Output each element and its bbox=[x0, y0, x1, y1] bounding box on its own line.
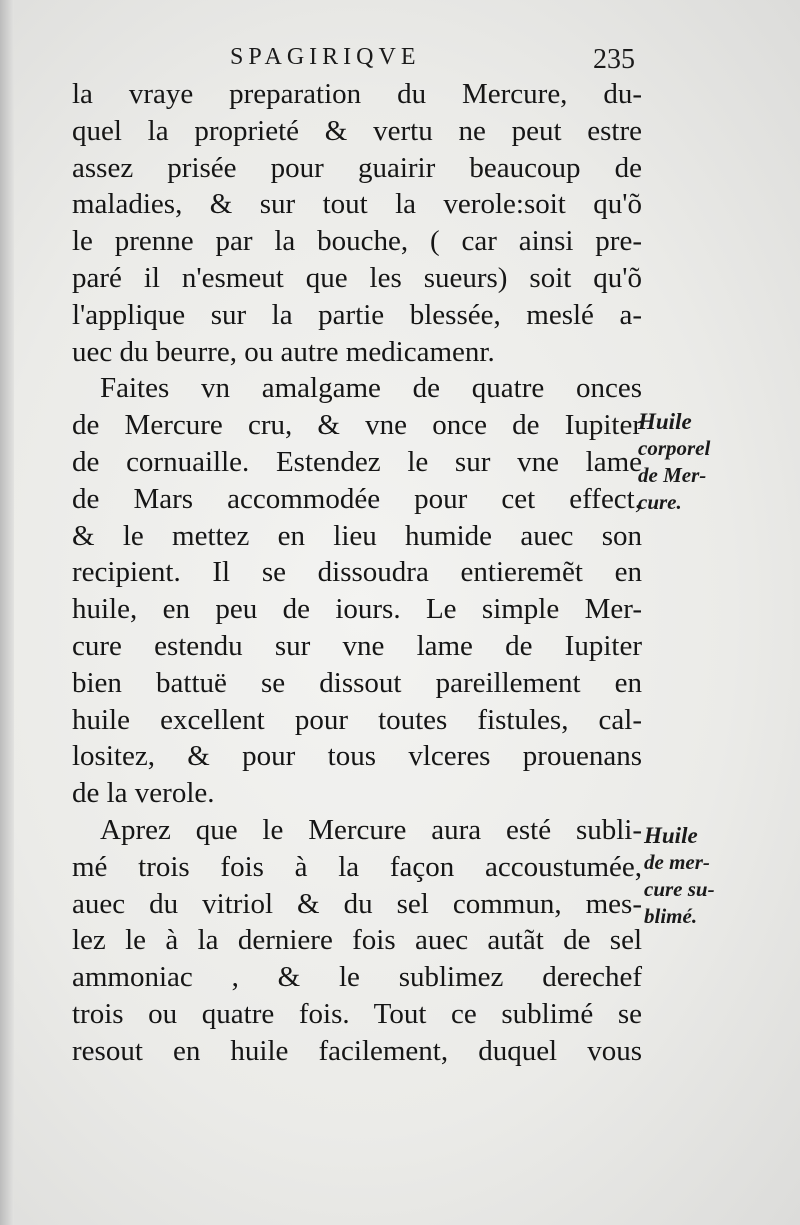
page-number: 235 bbox=[593, 44, 635, 75]
margin-note-line: de Mer- bbox=[638, 463, 707, 487]
margin-note bbox=[644, 822, 715, 930]
margin-note-line: Huile bbox=[644, 823, 698, 848]
text-line: uec du beurre, ou autre medicamenr. bbox=[72, 335, 495, 368]
text-line: Faites vn amalgame de quatre onces bbox=[100, 372, 642, 405]
margin-note-line: de mer- bbox=[644, 850, 710, 874]
margin-note bbox=[638, 408, 710, 516]
text-line: mé trois fois à la façon accoustumée, bbox=[72, 850, 642, 883]
text-line: maladies, & sur tout la verole:soit qu'õ bbox=[72, 188, 642, 221]
text-line: huile excellent pour toutes fistules, cal- bbox=[72, 703, 642, 736]
text-line: trois ou quatre fois. Tout ce sublimé se bbox=[72, 997, 642, 1030]
margin-note-line: corporel bbox=[638, 436, 711, 460]
text-line: auec du vitriol & du sel commun, mes- bbox=[72, 887, 642, 920]
text-line: cure estendu sur vne lame de Iupiter bbox=[72, 629, 642, 662]
text-line: lositez, & pour tous vlceres prouenans bbox=[72, 740, 642, 773]
text-line: recipient. Il se dissoudra entieremẽt en bbox=[72, 556, 642, 589]
text-line: Aprez que le Mercure aura esté subli- bbox=[100, 813, 642, 846]
text-line: bien battuë se dissout pareillement en bbox=[72, 666, 642, 699]
text-line: & le mettez en lieu humide auec son bbox=[72, 519, 642, 552]
margin-note-line: blimé. bbox=[644, 904, 698, 928]
text-line: de Mars accommodée pour cet effect, bbox=[72, 482, 642, 515]
paragraph bbox=[72, 76, 642, 370]
text-line: quel la proprieté & vertu ne peut estre bbox=[72, 114, 642, 147]
text-line: de cornuaille. Estendez le sur vne lame bbox=[72, 445, 642, 478]
text-line: lez le à la derniere fois auec autãt de sel bbox=[72, 924, 642, 957]
text-line: huile, en peu de iours. Le simple Mer- bbox=[72, 593, 642, 626]
text-line: de Mercure cru, & vne once de Iupiter bbox=[72, 409, 642, 442]
text-line: assez prisée pour guairir beaucoup de bbox=[72, 151, 642, 184]
body-text bbox=[72, 76, 642, 1070]
margin-note-line: cure. bbox=[638, 490, 682, 514]
margin-note-line: cure su- bbox=[644, 877, 715, 901]
paragraph bbox=[72, 812, 642, 1070]
paragraph bbox=[72, 370, 642, 812]
page-gutter-shadow bbox=[0, 0, 14, 1225]
text-line: paré il n'esmeut que les sueurs) soit qu'õ bbox=[72, 261, 642, 294]
text-line: le prenne par la bouche, ( car ainsi pre- bbox=[72, 225, 642, 258]
text-line: de la verole. bbox=[72, 777, 215, 810]
text-line: ammoniac , & le sublimez derechef bbox=[72, 961, 642, 994]
text-line: l'applique sur la partie blessée, meslé a- bbox=[72, 298, 642, 331]
running-head-title: SPAGIRIQVE bbox=[230, 44, 421, 70]
margin-note-line: Huile bbox=[638, 409, 692, 434]
text-line: resout en huile facilement, duquel vous bbox=[72, 1034, 642, 1067]
text-line: la vraye preparation du Mercure, du- bbox=[72, 78, 642, 110]
